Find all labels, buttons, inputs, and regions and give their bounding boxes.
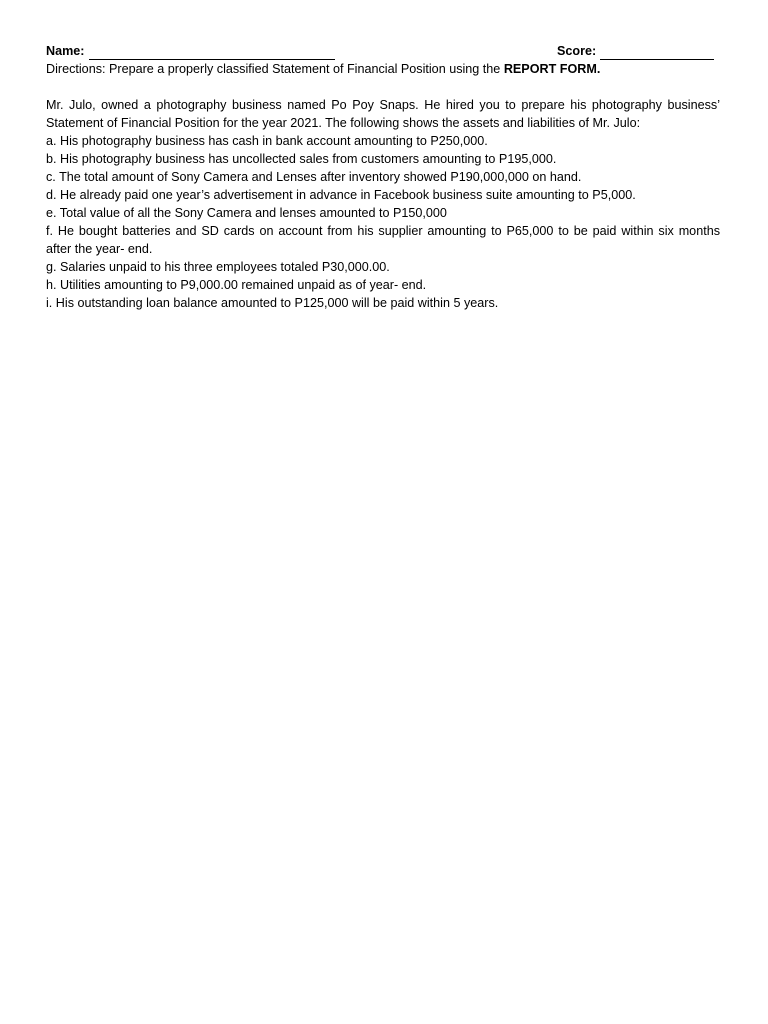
directions [46, 60, 720, 78]
score-field [557, 42, 714, 60]
list-item: h. Utilities amounting to P9,000.00 remained unpaid as of year- end. [46, 278, 427, 292]
score-blank-line[interactable] [600, 46, 714, 60]
list-item: c. The total amount of Sony Camera and Lenses after inventory showed P190,000,000 on hand. [46, 170, 582, 184]
spacer [46, 78, 720, 96]
list-item: d. He already paid one year’s advertisement in advance in Facebook business suite amounting to P5,000. [46, 188, 636, 202]
name-field [46, 42, 335, 60]
directions-emphasis: REPORT FORM. [503, 62, 601, 76]
score-label: Score: [557, 44, 597, 58]
list-item: i. His outstanding loan balance amounted to P125,000 will be paid within 5 years. [46, 296, 499, 310]
list-item: a. His photography business has cash in bank account amounting to P250,000. [46, 134, 488, 148]
intro-paragraph: Mr. Julo, owned a photography business named Po Poy Snaps. He hired you to prepare his photography business’ Statement of Financial Position for the year 2021. The following shows the assets and liabilities of Mr. Julo: [46, 98, 720, 130]
worksheet-page [46, 42, 720, 312]
list-item: g. Salaries unpaid to his three employees totaled P30,000.00. [46, 260, 390, 274]
list-item: f. He bought batteries and SD cards on account from his supplier amounting to P65,000 to be paid within six months after the year- end. [46, 224, 720, 256]
name-blank-line[interactable] [89, 46, 335, 60]
header-row [46, 42, 720, 60]
list-item: b. His photography business has uncollected sales from customers amounting to P195,000. [46, 152, 557, 166]
name-label: Name: [46, 44, 85, 58]
item-list [46, 132, 720, 312]
list-item: e. Total value of all the Sony Camera and lenses amounted to P150,000 [46, 206, 447, 220]
directions-text: Directions: Prepare a properly classified Statement of Financial Position using the [46, 62, 504, 76]
